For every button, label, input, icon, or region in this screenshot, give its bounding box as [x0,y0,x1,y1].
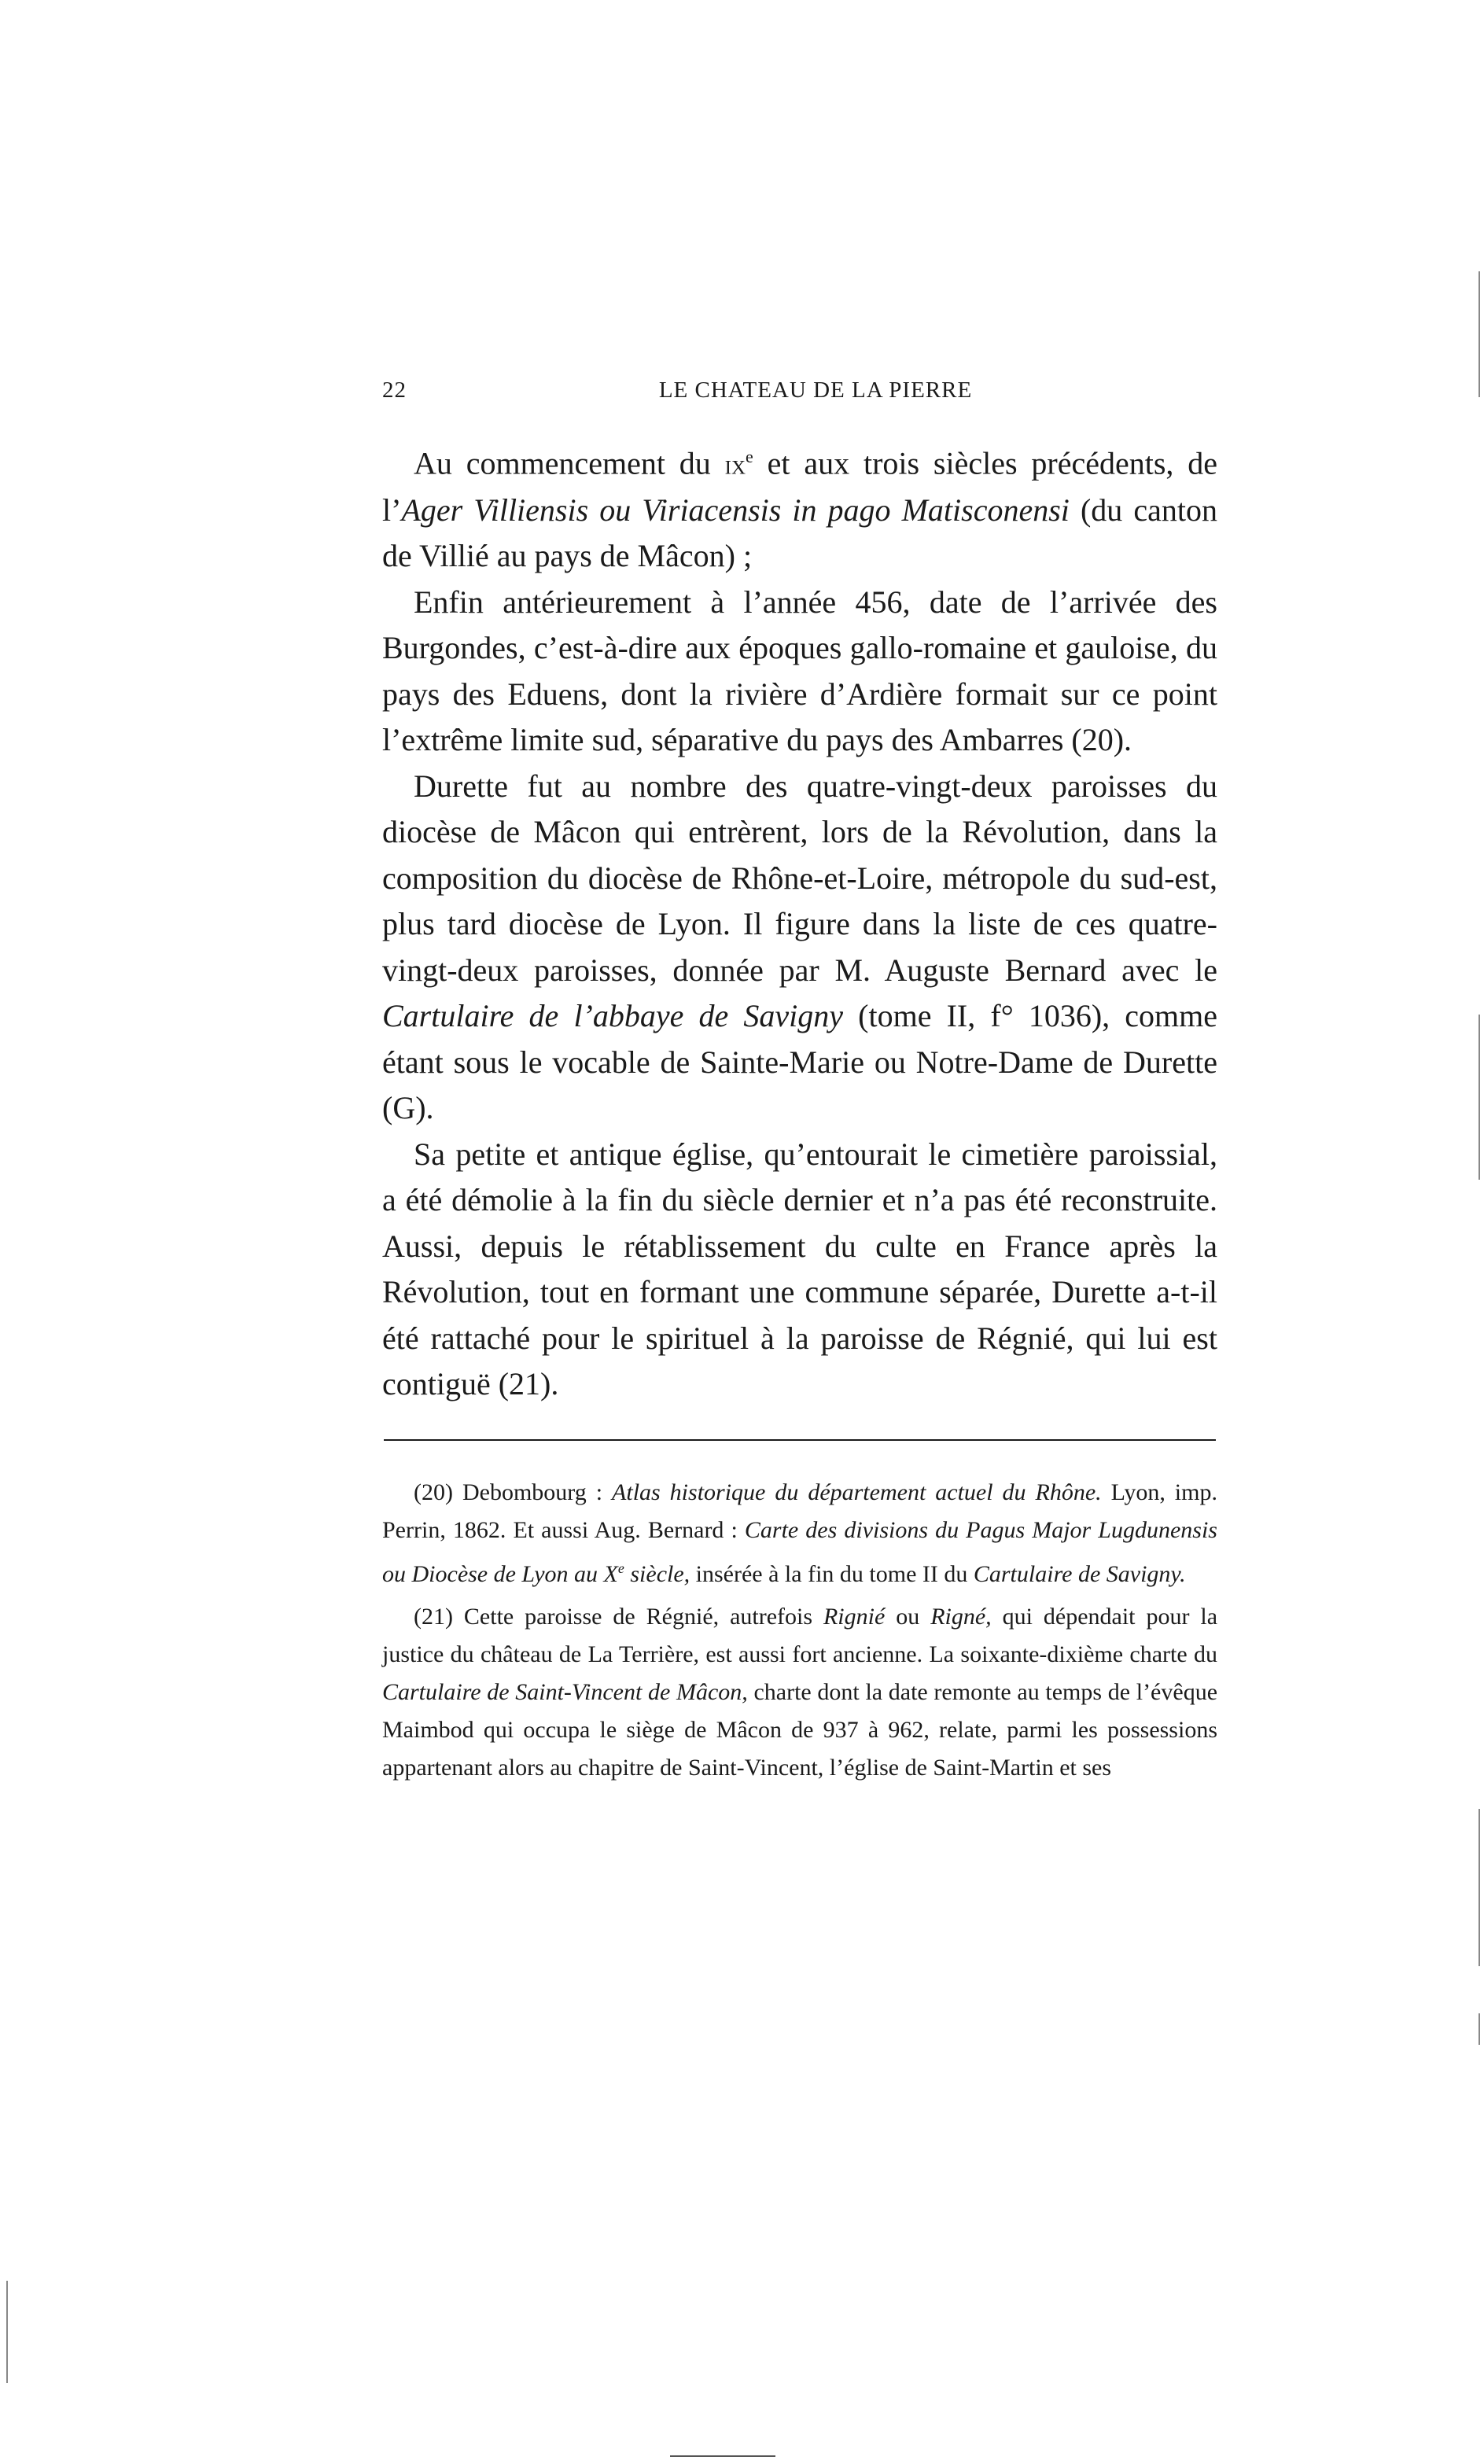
page-header [382,378,1217,417]
scan-mark [1478,2013,1480,2045]
scan-mark [1478,1809,1480,1966]
running-title: LE CHATEAU DE LA PIERRE [658,378,973,403]
page-content [382,378,1217,1792]
bottom-rule [670,2455,775,2457]
main-text [382,434,1217,1408]
paragraph-2: Enfin antérieurement à l’année 456, date de l’arrivée des Burgondes, c’est-à-dire aux époques gallo-romaine et gauloise, du pays des Eduens, dont la rivière d’Ardière formait sur ce point l’extrême limite sud, séparative du pays des Ambarres (20). [382,584,1217,758]
page-number: 22 [382,378,407,403]
latin-place-name: Ager Villiensis ou Viriacensis in pago Matisconensi [401,492,1070,528]
scan-mark [1478,271,1480,397]
paragraph-4: Sa petite et antique église, qu’entourait le cimetière paroissial, a été démolie à la fin du siècle dernier et n’a pas été reconstruite. Aussi, depuis le rétablissement du culte en France après la Révolution, tout en formant une commune séparée, Durette a-t-il été rattaché pour le spirituel à la paroisse de Régnié, qui lui est contiguë (21). [382,1136,1217,1402]
footnote-divider [384,1439,1216,1441]
footnote-21: (21) Cette paroisse de Régnié, autrefois Rignié ou Rigné, qui dépendait pour la justice du château de La Terrière, est aussi fort ancienne. La soixante-dixième charte du Cartulaire de Saint-Vincent de Mâcon, charte dont la date remonte au temps de l’évêque Maimbod qui occupa le siège de Mâcon de 937 à 962, relate, parmi les possessions appartenant alors au chapitre de Saint-Vincent, l’église de Saint-Martin et ses [382,1603,1218,1781]
footnote-20: (20) Debombourg : Atlas historique du département actuel du Rhône. Lyon, imp. Perrin, 1862. Et aussi Aug. Bernard : Carte des divisions du Pagus Major Lugdunensis ou Diocèse de Lyon au Xe siècle, insérée à la fin du tome II du Cartulaire de Savigny. [382,1479,1217,1587]
roman-numeral: ix [724,448,746,481]
book-title: Cartulaire de l’abbaye de Savigny [382,998,844,1034]
scan-mark [6,2281,8,2383]
scan-mark [1478,1015,1480,1180]
paragraph-3: Durette fut au nombre des quatre-vingt-deux paroisses du diocèse de Mâcon qui entrèrent, lors de la Révolution, dans la composition du diocèse de Rhône-et-Loire, métropole du sud-est, plus tard diocèse de Lyon. Il figure dans la liste de ces quatre-vingt-deux paroisses, donnée par M. Auguste Bernard avec le Cartulaire de l’abbaye de Savigny (tome II, f° 1036), comme étant sous le vocable de Sainte-Marie ou Notre-Dame de Durette (G). [382,768,1218,1126]
superscript: e [746,447,753,466]
paragraph-1: Au commencement du $ix^e$ et aux trois siècles précédents, de l’Ager Villiensis ou Viriacensis in pago Matisconensi (du canton de Villié au pays de Mâcon) ; [382,445,1218,574]
footnotes [382,1474,1217,1787]
